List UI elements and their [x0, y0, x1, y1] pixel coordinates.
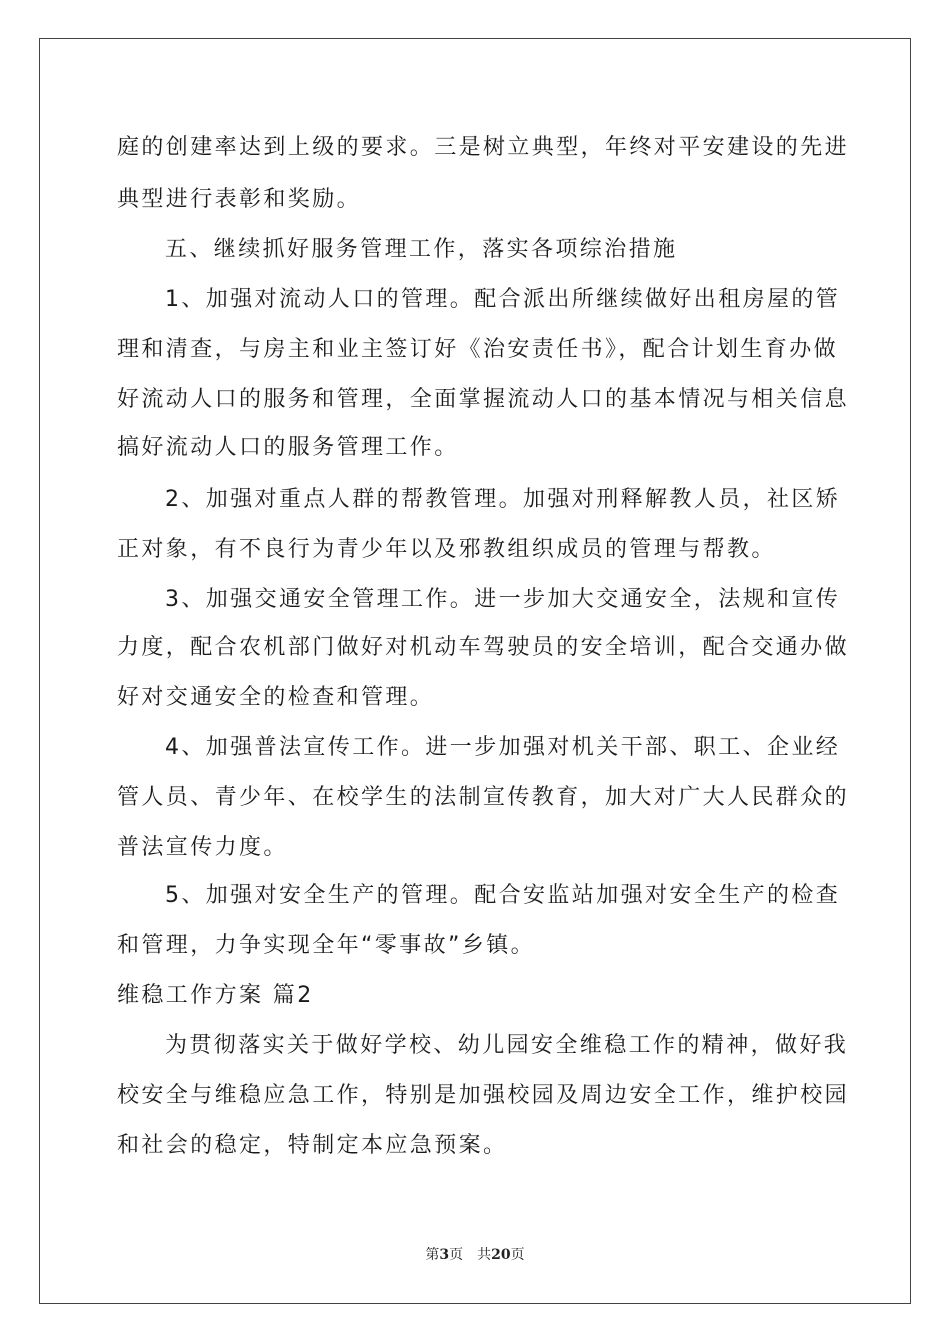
page-footer — [0, 1244, 950, 1264]
body-line: 3、加强交通安全管理工作。进一步加大交通安全，法规和宣传 — [165, 587, 841, 612]
body-line: 和管理，力争实现全年“零事故”乡镇。 — [117, 933, 535, 958]
body-line: 1、加强对流动人口的管理。配合派出所继续做好出租房屋的管 — [165, 287, 841, 312]
section-title: 维稳工作方案 篇2 — [117, 983, 314, 1008]
body-line: 2、加强对重点人群的帮教管理。加强对刑释解教人员，社区矫 — [165, 487, 841, 512]
body-line: 为贯彻落实关于做好学校、幼儿园安全维稳工作的精神，做好我 — [165, 1033, 849, 1058]
body-line: 好流动人口的服务和管理，全面掌握流动人口的基本情况与相关信息 — [117, 387, 850, 412]
footer-page-current: 3 — [439, 1247, 450, 1263]
section-heading: 五、继续抓好服务管理工作，落实各项综治措施 — [165, 237, 678, 262]
footer-page-total: 20 — [491, 1247, 511, 1263]
body-line: 4、加强普法宣传工作。进一步加强对机关干部、职工、企业经 — [165, 735, 841, 760]
body-line: 普法宣传力度。 — [117, 835, 288, 860]
body-line: 庭的创建率达到上级的要求。三是树立典型，年终对平安建设的先进 — [117, 135, 850, 160]
body-line: 搞好流动人口的服务管理工作。 — [117, 435, 459, 460]
body-line: 正对象，有不良行为青少年以及邪教组织成员的管理与帮教。 — [117, 537, 776, 562]
body-line: 和社会的稳定，特制定本应急预案。 — [117, 1133, 508, 1158]
footer-page-mid: 页 共 — [449, 1247, 492, 1263]
body-line: 理和清查，与房主和业主签订好《治安责任书》，配合计划生育办做 — [117, 337, 839, 362]
body-line: 力度，配合农机部门做好对机动车驾驶员的安全培训，配合交通办做 — [117, 635, 850, 660]
body-line: 典型进行表彰和奖励。 — [117, 187, 362, 212]
body-line: 好对交通安全的检查和管理。 — [117, 685, 435, 710]
body-line: 校安全与维稳应急工作，特别是加强校园及周边安全工作，维护校园 — [117, 1083, 850, 1108]
footer-page-suffix: 页 — [510, 1247, 525, 1263]
body-line: 5、加强对安全生产的管理。配合安监站加强对安全生产的检查 — [165, 883, 841, 908]
body-line: 管人员、青少年、在校学生的法制宣传教育，加大对广大人民群众的 — [117, 785, 850, 810]
footer-page-prefix: 第 — [425, 1247, 440, 1263]
